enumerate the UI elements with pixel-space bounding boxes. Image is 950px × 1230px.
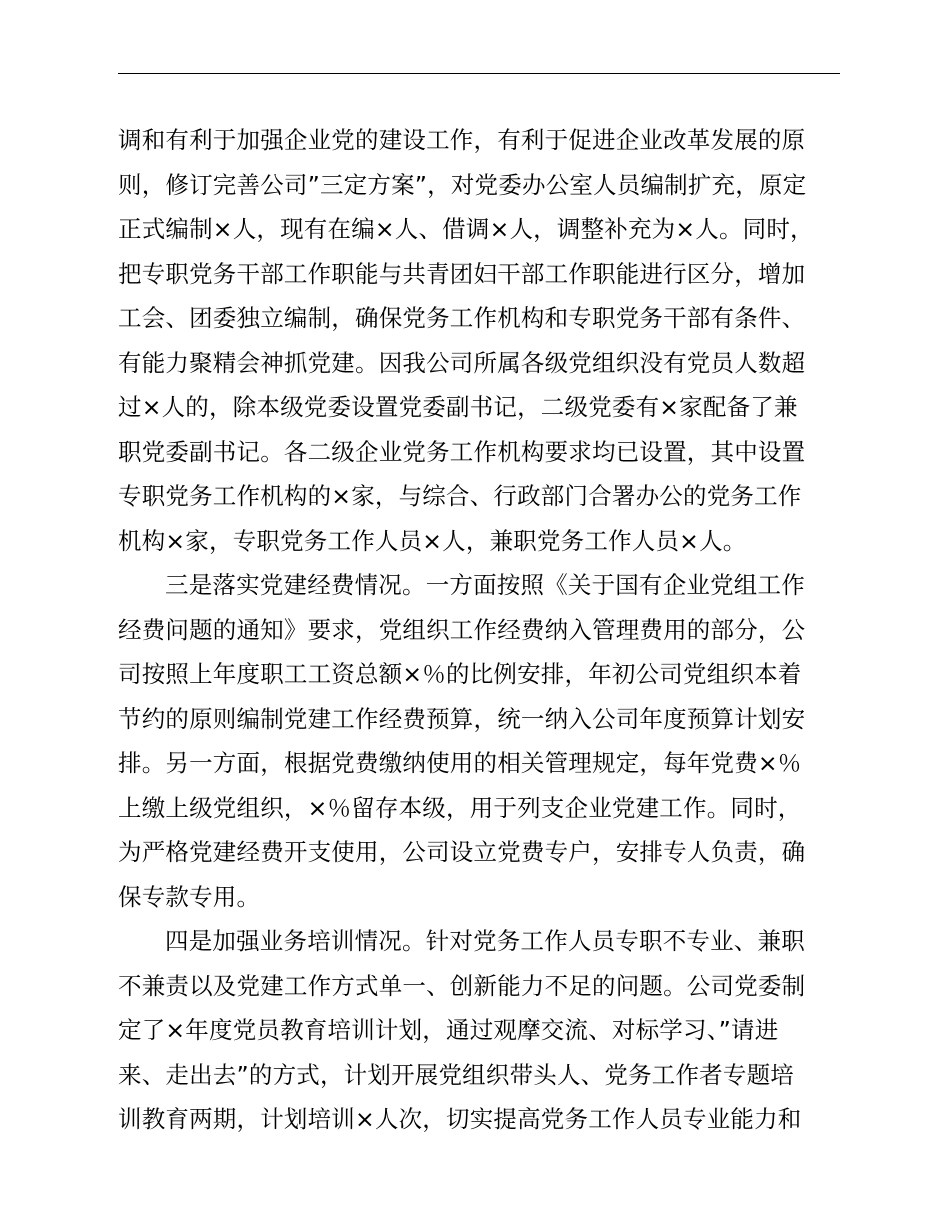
text-line: 不兼责以及党建工作方式单一、创新能力不足的问题。公司党委制 xyxy=(118,971,806,1000)
paragraph-start-line: 四是加强业务培训情况。针对党务工作人员专职不专业、兼职 xyxy=(165,927,805,955)
text-line: 过×人的，除本级党委设置党委副书记，二级党委有×家配备了兼 xyxy=(118,393,798,421)
text-line: 为严格党建经费开支使用，公司设立党费专户，安排专人负责，确 xyxy=(118,838,806,866)
text-line: 专职党务工作机构的×家，与综合、行政部门合署办公的党务工作 xyxy=(118,482,802,510)
text-line: 把专职党务干部工作职能与共青团妇干部工作职能进行区分，增加 xyxy=(118,259,806,288)
text-line: 上缴上级党组织，×％留存本级，用于列支企业党建工作。同时， xyxy=(118,793,802,822)
text-line: 训教育两期，计划培训×人次，切实提高党务工作人员专业能力和 xyxy=(118,1105,802,1133)
body-text xyxy=(118,118,878,1142)
text-line: 排。另一方面，根据党费缴纳使用的相关管理规定，每年党费×％ xyxy=(118,749,802,777)
text-line: 定了×年度党员教育培训计划，通过观摩交流、对标学习、”请进 xyxy=(118,1016,779,1044)
paragraph-start-line: 三是落实党建经费情况。一方面按照《关于国有企业党组工作 xyxy=(165,571,805,599)
text-line: 经费问题的通知》要求，党组织工作经费纳入管理费用的部分，公 xyxy=(118,615,806,644)
text-line: 来、走出去”的方式，计划开展党组织带头人、党务工作者专题培 xyxy=(118,1060,794,1089)
text-line: 司按照上年度职工工资总额×％的比例安排，年初公司党组织本着 xyxy=(118,660,802,688)
text-line: 工会、团委独立编制，确保党务工作机构和专职党务干部有条件、 xyxy=(118,304,806,332)
header-rule xyxy=(118,73,840,74)
text-line: 职党委副书记。各二级企业党务工作机构要求均已设置，其中设置 xyxy=(118,437,806,466)
text-line: 正式编制×人，现有在编×人、借调×人，调整补充为×人。同时， xyxy=(118,215,814,243)
text-line: 有能力聚精会神抓党建。因我公司所属各级党组织没有党员人数超 xyxy=(118,348,806,377)
text-line: 调和有利于加强企业党的建设工作，有利于促进企业改革发展的原 xyxy=(118,126,806,154)
text-line: 保专款专用。 xyxy=(118,882,261,911)
text-line: 节约的原则编制党建工作经费预算，统一纳入公司年度预算计划安 xyxy=(118,704,806,733)
text-line: 机构×家，专职党务工作人员×人，兼职党务工作人员×人。 xyxy=(118,526,747,555)
text-line: 则，修订完善公司”三定方案”，对党委办公室人员编制扩充，原定 xyxy=(118,170,807,199)
